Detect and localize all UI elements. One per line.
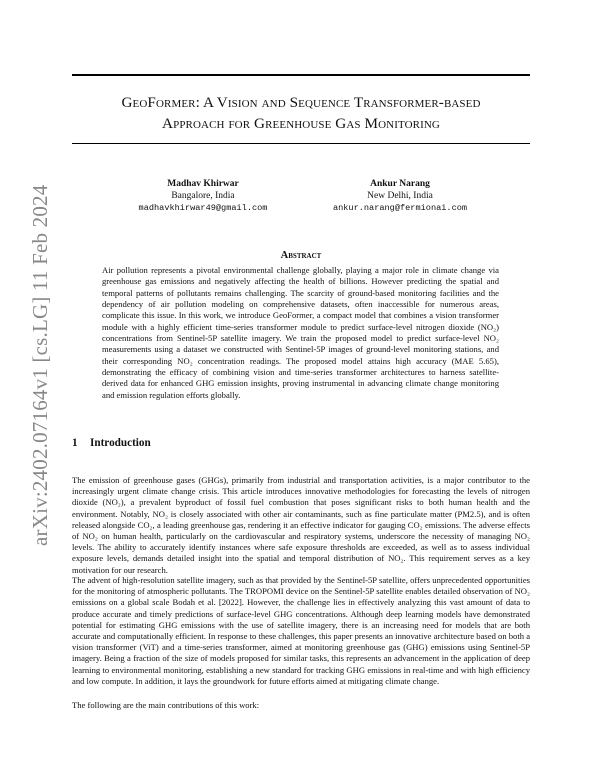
paragraph: The emission of greenhouse gases (GHGs), primarily from industrial and transportation activities, is a major contributor to the increasingly urgent climate change crisis. This article introduces innovative methodologies for forecasting the levels of nitrogen dioxide (NO₂), a prevalent byproduct of fossil fuel combustion that poses significant risks to both human health and the environment. Notably, NO₂ is closely associated with other air contaminants, such as fine particulate matter (PM2.5), and is often released alongside CO₂, a leading greenhouse gas, rendering it an effective indicator for gauging CO₂ emissions. The adverse effects of NO₂ on human health, particularly on the cardiovascular and respiratory systems, underscore the necessity of managing NO₂ levels. The ability to accurately identify instances where safe exposure thresholds are exceeded, as well as to assess individual exposure levels, demands detailed insight into the spatial and temporal distribution of NO₂. This requirement serves as a key motivation for our research. [72, 475, 530, 575]
abstract-heading: Abstract [280, 250, 322, 261]
title-line-2: Approach for Greenhouse Gas Monitoring [162, 115, 440, 132]
author-email[interactable]: madhavkhirwar49@gmail.com [138, 203, 268, 213]
paragraph: The following are the main contributions of this work: [72, 700, 260, 710]
paper-title [72, 92, 530, 134]
section-heading [72, 437, 151, 449]
arxiv-identifier: arXiv:2402.07164v1 [cs.LG] 11 Feb 2024 [28, 184, 52, 546]
author-name: Madhav Khirwar [167, 179, 239, 189]
author-block [315, 178, 485, 214]
author-block [118, 178, 288, 214]
author-location: Bangalore, India [171, 191, 235, 201]
section-title: Introduction [90, 437, 151, 449]
paragraph: The advent of high-resolution satellite imagery, such as that provided by the Sentinel-5P satellite, offers unprecedented opportunities for the monitoring of atmospheric pollutants. The TROPOMI device on the Sentinel-5P satellite enables detailed observation of NO₂ emissions on a global scale Bodah et al. [2022]. However, the challenge lies in effectively analyzing this vast amount of data to produce accurate and timely predictions of surface-level GHG concentrations. Although deep learning models have demonstrated potential for estimating GHG emissions with the use of satellite imagery, there is an increasing need for models that are both accurate and computationally efficient. In response to these challenges, this paper presents an innovative architecture based on both a vision transformer (ViT) and a time-series transformer, aimed at monitoring greenhouse gas (GHG) emissions using Sentinel-5P imagery. Being a fraction of the size of models proposed for similar tasks, this represents an advancement in the application of deep learning to environmental monitoring, establishing a new standard for tracking GHG emissions in real-time and with high efficiency and low compute. In addition, it lays the groundwork for future efforts aimed at mitigating climate change. [72, 575, 531, 686]
author-name: Ankur Narang [370, 179, 430, 189]
title-line-1: GeoFormer: A Vision and Sequence Transformer-based [121, 94, 481, 111]
author-email[interactable]: ankur.narang@fermionai.com [332, 203, 468, 213]
title-top-rule [72, 74, 530, 76]
author-location: New Delhi, India [367, 191, 433, 201]
abstract-text: Air pollution represents a pivotal environmental challenge globally, playing a major role in climate change via greenhouse gas emissions and negatively affecting the health of billions. However predicting the spatial and temporal patterns of pollutants remains challenging. The scarcity of ground-based monitoring facilities and the dependency of air pollution modeling on comprehensive datasets, often inaccessible for numerous areas, complicate this issue. In this work, we introduce GeoFormer, a compact model that combines a vision transformer module with a highly efficient time-series transformer module to predict surface-level nitrogen dioxide (NO₂) concentrations from Sentinel-5P satellite imagery. We train the proposed model to predict surface-level NO₂ measurements using a dataset we constructed with Sentinel-5P images of ground-level monitoring stations, and their corresponding NO₂ concentration readings. The proposed model attains high accuracy (MAE 5.65), demonstrating the efficacy of combining vision and time-series transformer architectures to harness satellite-derived data for enhanced GHG emission insights, proving instrumental in advancing climate change monitoring and emission regulation efforts globally. [102, 265, 499, 400]
title-bottom-rule [72, 143, 530, 144]
section-number: 1 [72, 437, 78, 449]
